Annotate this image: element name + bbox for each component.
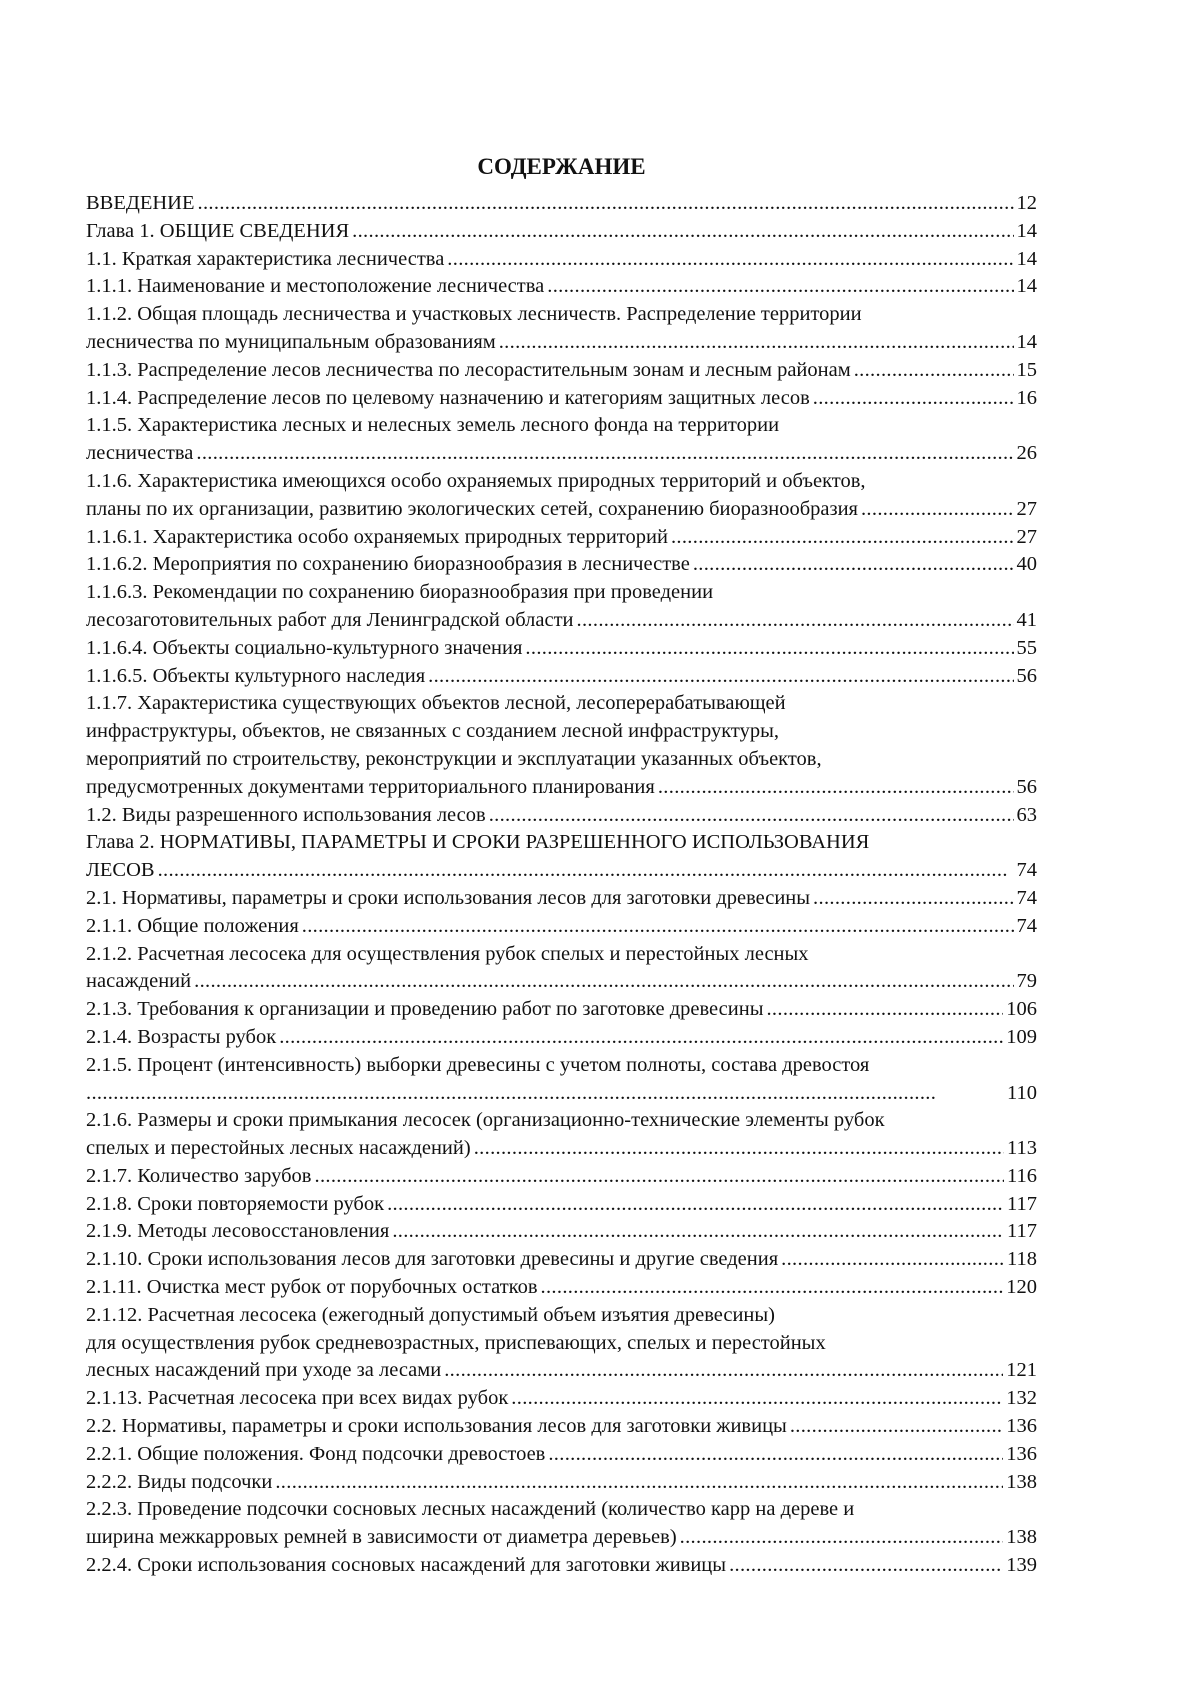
toc-entry-title: 2.1.12. Расчетная лесосека (ежегодный допустимый объем изъятия древесины) [86,1303,776,1326]
toc-entry[interactable] [86,802,1037,830]
toc-entry-title: 1.1.6.4. Объекты социально-культурного значения [86,636,523,659]
toc-entry-title: 2.2.1. Общие положения. Фонд подсочки древостоев [86,1442,546,1465]
toc-page-number: 74 [1016,886,1037,909]
toc-entry-last-line [86,968,1037,996]
toc-entry-title: 2.2.4. Сроки использования сосновых насаждений для заготовки живицы [86,1554,727,1577]
toc-page-number: 27 [1016,497,1037,520]
toc-entry[interactable] [86,1496,1037,1552]
toc-entry-title: лесных насаждений при уходе за лесами [86,1359,442,1382]
toc-entry-title: 2.1.1. Общие положения [86,914,299,937]
toc-entry[interactable] [86,1469,1037,1497]
dot-leader [671,524,1014,552]
toc-page-number: 14 [1016,275,1037,298]
toc-entry-last-line [86,1163,1037,1191]
toc-entry-last-line [86,802,1037,830]
dot-leader [279,1024,1003,1052]
dot-leader [392,1218,1004,1246]
toc-entry-last-line [86,1191,1037,1219]
toc-entry-line [86,301,1037,329]
toc-entry[interactable] [86,913,1037,941]
toc-entry-line [86,1052,1037,1080]
toc-page-number: 120 [1006,1276,1037,1299]
toc-entry-title: 2.1.11. Очистка мест рубок от порубочных остатков [86,1276,538,1299]
toc-page-number: 15 [1016,358,1037,381]
toc-entry[interactable] [86,1107,1037,1163]
toc-entry-last-line [86,885,1037,913]
toc-page-number: 55 [1016,636,1037,659]
toc-entry[interactable] [86,829,1037,885]
toc-entry[interactable] [86,218,1037,246]
dot-leader [658,774,1014,802]
toc-entry-title: 1.1.6.3. Рекомендации по сохранению биоразнообразия при проведении [86,581,714,604]
toc-entry-title: лесничества по муниципальным образованиям [86,330,496,353]
toc-page-number: 26 [1016,442,1037,465]
toc-entry[interactable] [86,1191,1037,1219]
toc-page-number: 118 [1007,1248,1037,1271]
dot-leader [547,273,1013,301]
toc-entry-title: 2.1.6. Размеры и сроки примыкания лесосек (организационно-технические элементы рубок [86,1109,885,1132]
toc-entry-last-line [86,385,1037,413]
toc-entry[interactable] [86,468,1037,524]
toc-entry[interactable] [86,1218,1037,1246]
toc-entry-last-line [86,996,1037,1024]
toc-entry[interactable] [86,190,1037,218]
toc-entry-title: Глава 2. НОРМАТИВЫ, ПАРАМЕТРЫ И СРОКИ РАЗРЕШЕННОГО ИСПОЛЬЗОВАНИЯ [86,831,870,854]
toc-entry-last-line [86,1385,1037,1413]
toc-entry-title: предусмотренных документами территориального планирования [86,775,655,798]
toc-page-number: 40 [1016,553,1037,576]
toc-entry-last-line [86,1524,1037,1552]
toc-entry-title: 1.1. Краткая характеристика лесничества [86,247,445,270]
toc-entry-title: для осуществления рубок средневозрастных, приспевающих, спелых и перестойных [86,1331,826,1354]
toc-page-number: 56 [1016,664,1037,687]
dot-leader [511,1385,1003,1413]
toc-entry[interactable] [86,579,1037,635]
toc-entry-line [86,579,1037,607]
toc-entry[interactable] [86,246,1037,274]
toc-entry-title: 2.1.8. Сроки повторяемости рубок [86,1192,385,1215]
dot-leader [577,607,1014,635]
toc-entry-title: 2.1. Нормативы, параметры и сроки использования лесов для заготовки древесины [86,886,811,909]
toc-entry-last-line [86,607,1037,635]
toc-entry-title: лесозаготовительных работ для Ленинградской области [86,608,574,631]
toc-page-number: 14 [1016,219,1037,242]
toc-page-number: 74 [1016,859,1037,882]
toc-entry[interactable] [86,663,1037,691]
toc-entry[interactable] [86,635,1037,663]
toc-page-number: 138 [1006,1470,1037,1493]
toc-entry[interactable] [86,996,1037,1024]
toc-page-number: 27 [1016,525,1037,548]
toc-entry-title: 1.1.7. Характеристика существующих объектов лесной, лесоперерабатывающей [86,692,786,715]
toc-page-number: 109 [1006,1025,1037,1048]
toc-entry-last-line [86,1218,1037,1246]
toc-entry-last-line [86,1080,1037,1108]
toc-entry-title: 2.1.4. Возрасты рубок [86,1025,277,1048]
toc-entry-title: 1.1.1. Наименование и местоположение лесничества [86,275,545,298]
toc-entry-last-line [86,190,1037,218]
toc-page-number: 14 [1016,247,1037,270]
toc-entry[interactable] [86,1385,1037,1413]
toc-entry-last-line [86,1441,1037,1469]
dot-leader [428,663,1013,691]
toc-entry-title: 1.1.5. Характеристика лесных и нелесных земель лесного фонда на территории [86,414,780,437]
toc-entry-last-line [86,218,1037,246]
dot-leader [315,1163,1005,1191]
toc-entry[interactable] [86,1552,1037,1580]
toc-entry-last-line [86,1024,1037,1052]
toc-entry-title: Глава 1. ОБЩИЕ СВЕДЕНИЯ [86,219,350,242]
toc-entry-last-line [86,913,1037,941]
toc-entry-last-line [86,551,1037,579]
toc-entry-title: 2.1.5. Процент (интенсивность) выборки древесины с учетом полноты, состава древостоя [86,1053,870,1076]
toc-page-number: 136 [1006,1415,1037,1438]
toc-entry-line [86,690,1037,718]
toc-page-number: 56 [1016,775,1037,798]
dot-leader [194,968,1013,996]
toc-entry[interactable] [86,301,1037,357]
toc-title: СОДЕРЖАНИЕ [477,154,646,179]
toc-entry-last-line [86,329,1037,357]
toc-page-number: 117 [1007,1220,1037,1243]
dot-leader [680,1524,1004,1552]
toc-entry-line [86,412,1037,440]
toc-entry-title: 2.1.9. Методы лесовосстановления [86,1220,390,1243]
toc-page-number: 41 [1016,608,1037,631]
toc-entry-last-line [86,1469,1037,1497]
toc-page-number: 110 [1007,1081,1037,1104]
dot-leader [781,1246,1004,1274]
toc-page-number: 117 [1007,1192,1037,1215]
toc-entry-last-line [86,1135,1037,1163]
toc-entry-title: 2.2.2. Виды подсочки [86,1470,273,1493]
toc-entry-title: 2.2. Нормативы, параметры и сроки использования лесов для заготовки живицы [86,1415,787,1438]
toc-page [86,152,1037,1580]
toc-entry[interactable] [86,385,1037,413]
toc-page-number: 116 [1007,1164,1037,1187]
toc-entry-title: планы по их организации, развитию экологических сетей, сохранению биоразнообразия [86,497,858,520]
dot-leader [302,913,1014,941]
toc-entry-title: 1.1.6.2. Мероприятия по сохранению биоразнообразия в лесничестве [86,553,690,576]
toc-list [86,190,1037,1580]
toc-entry[interactable] [86,1441,1037,1469]
toc-entry-line [86,718,1037,746]
dot-leader [541,1274,1004,1302]
toc-entry[interactable] [86,551,1037,579]
toc-page-number: 63 [1016,803,1037,826]
dot-leader [813,385,1014,413]
toc-entry-title: 1.2. Виды разрешенного использования лесов [86,803,486,826]
toc-entry-title: 2.1.10. Сроки использования лесов для заготовки древесины и другие сведения [86,1248,779,1271]
toc-entry-title: ВВЕДЕНИЕ [86,192,195,214]
toc-entry-line [86,1496,1037,1524]
toc-entry-last-line [86,857,1037,885]
toc-page-number: 136 [1006,1442,1037,1465]
dot-leader [387,1191,1004,1219]
toc-entry-last-line [86,1552,1037,1580]
dot-leader [444,1357,1003,1385]
toc-entry-title: 1.1.2. Общая площадь лесничества и участковых лесничеств. Распределение территории [86,303,862,326]
toc-page-number: 132 [1006,1387,1037,1410]
toc-entry-line [86,746,1037,774]
toc-entry-title: насаждений [86,970,192,993]
toc-page-number: 113 [1007,1137,1037,1160]
dot-leader [790,1413,1003,1441]
toc-page-number: 12 [1016,192,1037,214]
toc-entry-title: лесничества [86,442,194,465]
dot-leader [196,440,1013,468]
dot-leader [813,885,1013,913]
toc-entry-last-line [86,273,1037,301]
toc-entry-line [86,468,1037,496]
toc-entry-title: мероприятий по строительству, реконструкции и эксплуатации указанных объектов, [86,747,822,770]
toc-page-number: 106 [1006,998,1037,1021]
dot-leader [729,1552,1003,1580]
dot-leader [198,190,1014,218]
toc-entry[interactable] [86,1052,1037,1108]
toc-entry[interactable] [86,1024,1037,1052]
toc-entry[interactable] [86,1302,1037,1385]
toc-entry-last-line [86,1246,1037,1274]
toc-entry-title: 1.1.6.5. Объекты культурного наследия [86,664,426,687]
toc-entry[interactable] [86,1246,1037,1274]
toc-entry-last-line [86,1413,1037,1441]
toc-page-number: 74 [1016,914,1037,937]
toc-page-number: 121 [1006,1359,1037,1382]
toc-entry[interactable] [86,273,1037,301]
toc-entry-last-line [86,357,1037,385]
toc-entry-line [86,829,1037,857]
toc-entry-title: 2.1.2. Расчетная лесосека для осуществления рубок спелых и перестойных лесных [86,942,809,965]
toc-entry-title: 2.1.13. Расчетная лесосека при всех видах рубок [86,1387,509,1410]
toc-entry[interactable] [86,357,1037,385]
toc-entry-last-line [86,496,1037,524]
dot-leader [548,1441,1003,1469]
dot-leader [499,329,1014,357]
toc-entry-last-line [86,1357,1037,1385]
dot-leader [352,218,1013,246]
toc-page-number: 16 [1016,386,1037,409]
dot-leader [158,857,1014,885]
toc-entry-last-line [86,440,1037,468]
toc-entry-line [86,1107,1037,1135]
toc-entry-last-line [86,246,1037,274]
toc-entry-title: инфраструктуры, объектов, не связанных с созданием лесной инфраструктуры, [86,720,779,743]
toc-page-number: 138 [1006,1526,1037,1549]
toc-entry[interactable] [86,412,1037,468]
toc-entry-line [86,1330,1037,1358]
dot-leader [854,357,1014,385]
dot-leader [474,1135,1004,1163]
toc-entry-title: 1.1.3. Распределение лесов лесничества по лесорастительным зонам и лесным районам [86,358,851,381]
toc-entry-last-line [86,663,1037,691]
dot-leader [693,551,1014,579]
toc-entry-title: ЛЕСОВ [86,859,155,882]
toc-entry-title: 1.1.6.1. Характеристика особо охраняемых природных территорий [86,525,668,548]
toc-entry[interactable] [86,524,1037,552]
toc-entry-title: ширина межкарровых ремней в зависимости от диаметра деревьев) [86,1526,677,1549]
toc-entry[interactable] [86,690,1037,801]
toc-entry[interactable] [86,941,1037,997]
toc-page-number: 14 [1016,330,1037,353]
toc-page-number: 79 [1016,970,1037,993]
toc-entry-line [86,941,1037,969]
toc-entry-line [86,1302,1037,1330]
toc-entry-title: 2.2.3. Проведение подсочки сосновых лесных насаждений (количество карр на дереве и [86,1498,855,1521]
dot-leader [861,496,1014,524]
dot-leader [275,1469,1003,1497]
dot-leader [489,802,1014,830]
toc-entry[interactable] [86,1163,1037,1191]
toc-entry-title: 1.1.6. Характеристика имеющихся особо охраняемых природных территорий и объектов, [86,469,866,492]
dot-leader [525,635,1013,663]
dot-leader [766,996,1003,1024]
toc-entry[interactable] [86,885,1037,913]
toc-entry[interactable] [86,1274,1037,1302]
toc-entry-last-line [86,635,1037,663]
toc-entry-title: 2.1.3. Требования к организации и проведению работ по заготовке древесины [86,998,764,1021]
toc-entry-last-line [86,524,1037,552]
toc-entry-last-line [86,774,1037,802]
dot-leader [447,246,1013,274]
toc-entry-last-line [86,1274,1037,1302]
toc-entry-title: 1.1.4. Распределение лесов по целевому назначению и категориям защитных лесов [86,386,810,409]
toc-page-number: 139 [1006,1554,1037,1577]
dot-leader [86,1080,1004,1108]
toc-entry-title: спелых и перестойных лесных насаждений) [86,1137,471,1160]
toc-entry[interactable] [86,1413,1037,1441]
toc-entry-title: 2.1.7. Количество зарубов [86,1164,312,1187]
